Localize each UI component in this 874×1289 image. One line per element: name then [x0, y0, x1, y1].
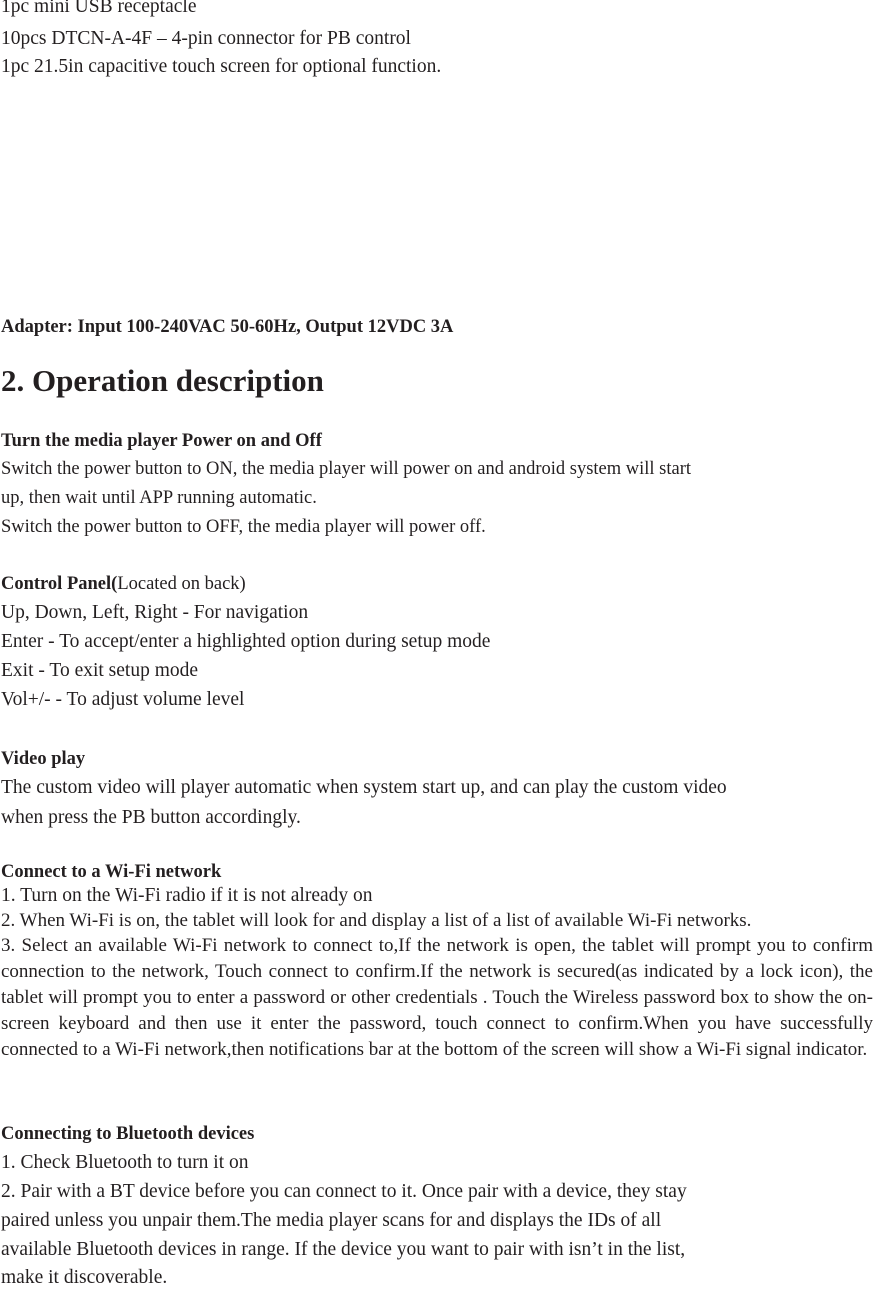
video-line-2: when press the PB button accordingly. [1, 807, 301, 828]
parts-item-connector: 10pcs DTCN-A-4F – 4-pin connector for PB control [1, 28, 411, 49]
power-line-2: up, then wait until APP running automatic. [1, 488, 317, 508]
control-item-exit: Exit - To exit setup mode [1, 660, 199, 681]
bluetooth-heading: Connecting to Bluetooth devices [1, 1124, 255, 1144]
wifi-step-3: 3. Select an available Wi-Fi network to connect to,If the network is open, the tablet will prompt you to confirm connection to the network, Touch connect to confirm.If the network is secured(as indicated by a lock icon), the tablet will prompt you to enter a password or other credentials . Touch the Wireless password box to show the on-screen keyboard and then use it enter the password, touch connect to confirm.When you have successfully connected to a Wi-Fi network,then notifications bar at the bottom of the screen will show a Wi-Fi signal indicator. [1, 935, 873, 1060]
wifi-step-2: 2. When Wi-Fi is on, the tablet will look for and display a list of a list of available Wi-Fi networks. [1, 910, 752, 931]
control-item-volume: Vol+/- - To adjust volume level [1, 689, 245, 710]
video-line-1: The custom video will player automatic when system start up, and can play the custom video [1, 777, 727, 798]
control-item-navigation: Up, Down, Left, Right - For navigation [1, 602, 309, 623]
control-panel-heading [1, 573, 246, 595]
control-panel-heading-note: Located on back) [117, 574, 246, 594]
bluetooth-step-2-line-2: paired unless you unpair them.The media player scans for and displays the IDs of all [1, 1210, 662, 1231]
section-title: 2. Operation description [1, 363, 324, 398]
wifi-heading: Connect to a Wi-Fi network [1, 862, 222, 882]
bluetooth-step-1: 1. Check Bluetooth to turn it on [1, 1152, 249, 1173]
bluetooth-step-2-line-3: available Bluetooth devices in range. If the device you want to pair with isn’t in the list, [1, 1239, 686, 1260]
parts-item-touchscreen: 1pc 21.5in capacitive touch screen for optional function. [1, 56, 442, 77]
video-heading: Video play [1, 749, 86, 769]
power-line-1: Switch the power button to ON, the media player will power on and android system will start [1, 459, 692, 479]
power-line-3: Switch the power button to OFF, the media player will power off. [1, 517, 486, 537]
control-item-enter: Enter - To accept/enter a highlighted option during setup mode [1, 631, 491, 652]
control-panel-heading-bold: Control Panel( [1, 574, 118, 594]
parts-item-usb: 1pc mini USB receptacle [1, 0, 197, 17]
bluetooth-step-2-line-1: 2. Pair with a BT device before you can connect to it. Once pair with a device, they stay [1, 1181, 687, 1202]
bluetooth-step-2-line-4: make it discoverable. [1, 1267, 168, 1288]
wifi-step-1: 1. Turn on the Wi-Fi radio if it is not already on [1, 885, 373, 906]
power-heading: Turn the media player Power on and Off [1, 431, 322, 451]
adapter-spec: Adapter: Input 100-240VAC 50-60Hz, Output 12VDC 3A [1, 317, 454, 337]
